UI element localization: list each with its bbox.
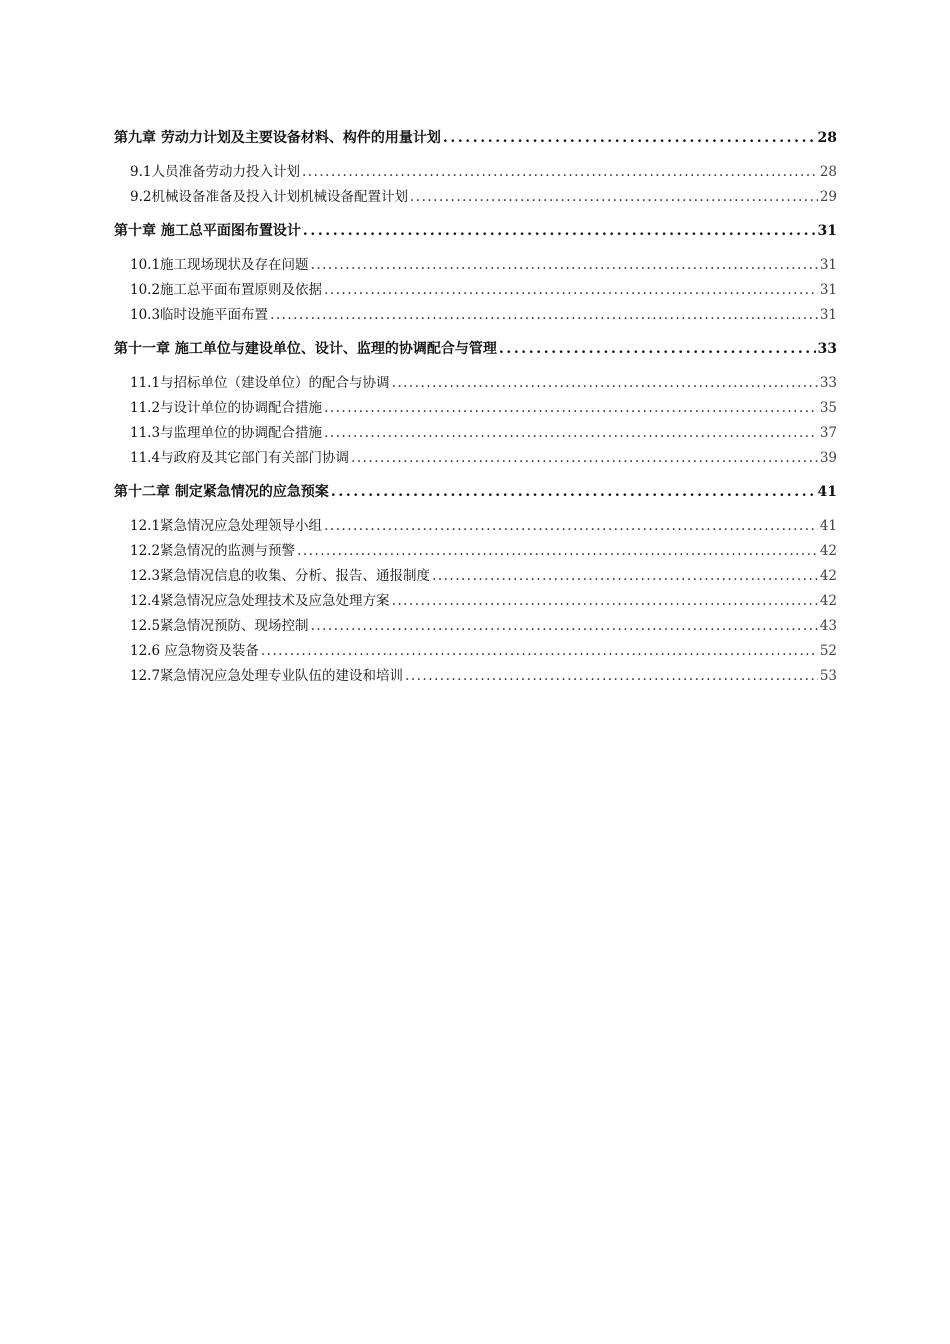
toc-entry-label: 12.5紧急情况预防、现场控制 bbox=[130, 618, 309, 634]
toc-entry-label: 11.1与招标单位（建设单位）的配合与协调 bbox=[130, 375, 390, 391]
toc-entry-section-11-4[interactable] bbox=[114, 446, 837, 471]
toc-entry-chapter-10[interactable] bbox=[114, 219, 837, 244]
toc-entry-label: 12.6 应急物资及装备 bbox=[130, 643, 259, 659]
toc-entry-label: 11.2与设计单位的协调配合措施 bbox=[130, 400, 323, 416]
toc-entry-label: 11.4与政府及其它部门有关部门协调 bbox=[130, 450, 350, 466]
toc-entry-section-10-3[interactable] bbox=[114, 303, 837, 328]
toc-entry-label: 11.3与监理单位的协调配合措施 bbox=[130, 425, 323, 441]
toc-entry-page: 37 bbox=[819, 425, 837, 441]
dot-leader bbox=[392, 371, 818, 396]
dot-leader bbox=[324, 421, 818, 446]
toc-entry-section-10-2[interactable] bbox=[114, 278, 837, 303]
dot-leader bbox=[331, 480, 816, 505]
toc-entry-section-9-2[interactable] bbox=[114, 185, 837, 210]
toc-entry-label: 9.1人员准备劳动力投入计划 bbox=[130, 164, 300, 180]
dot-leader bbox=[324, 396, 818, 421]
toc-entry-section-11-3[interactable] bbox=[114, 421, 837, 446]
toc-entry-section-11-1[interactable] bbox=[114, 371, 837, 396]
dot-leader bbox=[392, 589, 818, 614]
toc-entry-label: 12.4紧急情况应急处理技术及应急处理方案 bbox=[130, 593, 390, 609]
toc-entry-label: 12.1紧急情况应急处理领导小组 bbox=[130, 518, 323, 534]
toc-entry-label: 12.3紧急情况信息的收集、分析、报告、通报制度 bbox=[130, 568, 431, 584]
toc-entry-label: 第十章 施工总平面图布置设计 bbox=[114, 223, 301, 239]
toc-entry-page: 41 bbox=[817, 484, 837, 500]
toc-entry-label: 9.2机械设备准备及投入计划机械设备配置计划 bbox=[130, 189, 408, 205]
toc-entry-section-12-5[interactable] bbox=[114, 614, 837, 639]
toc-entry-page: 52 bbox=[819, 643, 837, 659]
dot-leader bbox=[324, 514, 818, 539]
toc-entry-section-12-4[interactable] bbox=[114, 589, 837, 614]
toc-entry-page: 28 bbox=[817, 130, 837, 146]
dot-leader bbox=[405, 664, 818, 689]
toc-entry-page: 42 bbox=[819, 543, 837, 559]
dot-leader bbox=[261, 639, 818, 664]
toc-entry-page: 31 bbox=[817, 223, 837, 239]
toc-entry-section-12-3[interactable] bbox=[114, 564, 837, 589]
toc-entry-page: 53 bbox=[819, 668, 837, 684]
toc-entry-label: 第九章 劳动力计划及主要设备材料、构件的用量计划 bbox=[114, 130, 441, 146]
toc-entry-label: 12.2紧急情况的监测与预警 bbox=[130, 543, 296, 559]
dot-leader bbox=[324, 278, 818, 303]
toc-entry-chapter-11[interactable] bbox=[114, 337, 837, 362]
toc-entry-chapter-9[interactable] bbox=[114, 126, 837, 151]
dot-leader bbox=[499, 337, 816, 362]
toc-entry-page: 35 bbox=[819, 400, 837, 416]
dot-leader bbox=[303, 219, 816, 244]
table-of-contents bbox=[114, 126, 837, 689]
toc-entry-page: 29 bbox=[819, 189, 837, 205]
toc-entry-chapter-12[interactable] bbox=[114, 480, 837, 505]
toc-entry-page: 28 bbox=[819, 164, 837, 180]
toc-entry-page: 39 bbox=[819, 450, 837, 466]
toc-entry-page: 42 bbox=[819, 593, 837, 609]
toc-entry-label: 10.3临时设施平面布置 bbox=[130, 307, 269, 323]
dot-leader bbox=[302, 160, 818, 185]
toc-entry-label: 10.2施工总平面布置原则及依据 bbox=[130, 282, 323, 298]
dot-leader bbox=[443, 126, 816, 151]
dot-leader bbox=[432, 564, 818, 589]
toc-entry-section-10-1[interactable] bbox=[114, 253, 837, 278]
toc-entry-page: 41 bbox=[819, 518, 837, 534]
dot-leader bbox=[311, 614, 818, 639]
toc-entry-page: 31 bbox=[819, 282, 837, 298]
toc-entry-section-12-6[interactable] bbox=[114, 639, 837, 664]
toc-entry-section-9-1[interactable] bbox=[114, 160, 837, 185]
toc-entry-section-12-1[interactable] bbox=[114, 514, 837, 539]
dot-leader bbox=[297, 539, 818, 564]
toc-entry-page: 43 bbox=[819, 618, 837, 634]
toc-entry-section-11-2[interactable] bbox=[114, 396, 837, 421]
toc-entry-page: 33 bbox=[817, 341, 837, 357]
toc-entry-label: 12.7紧急情况应急处理专业队伍的建设和培训 bbox=[130, 668, 404, 684]
toc-entry-label: 第十一章 施工单位与建设单位、设计、监理的协调配合与管理 bbox=[114, 341, 497, 357]
toc-entry-section-12-7[interactable] bbox=[114, 664, 837, 689]
toc-entry-page: 42 bbox=[819, 568, 837, 584]
dot-leader bbox=[311, 253, 818, 278]
dot-leader bbox=[410, 185, 818, 210]
toc-entry-label: 10.1施工现场现状及存在问题 bbox=[130, 257, 309, 273]
toc-entry-section-12-2[interactable] bbox=[114, 539, 837, 564]
toc-entry-label: 第十二章 制定紧急情况的应急预案 bbox=[114, 484, 329, 500]
toc-entry-page: 33 bbox=[819, 375, 837, 391]
dot-leader bbox=[351, 446, 818, 471]
dot-leader bbox=[270, 303, 818, 328]
toc-entry-page: 31 bbox=[819, 307, 837, 323]
toc-entry-page: 31 bbox=[819, 257, 837, 273]
